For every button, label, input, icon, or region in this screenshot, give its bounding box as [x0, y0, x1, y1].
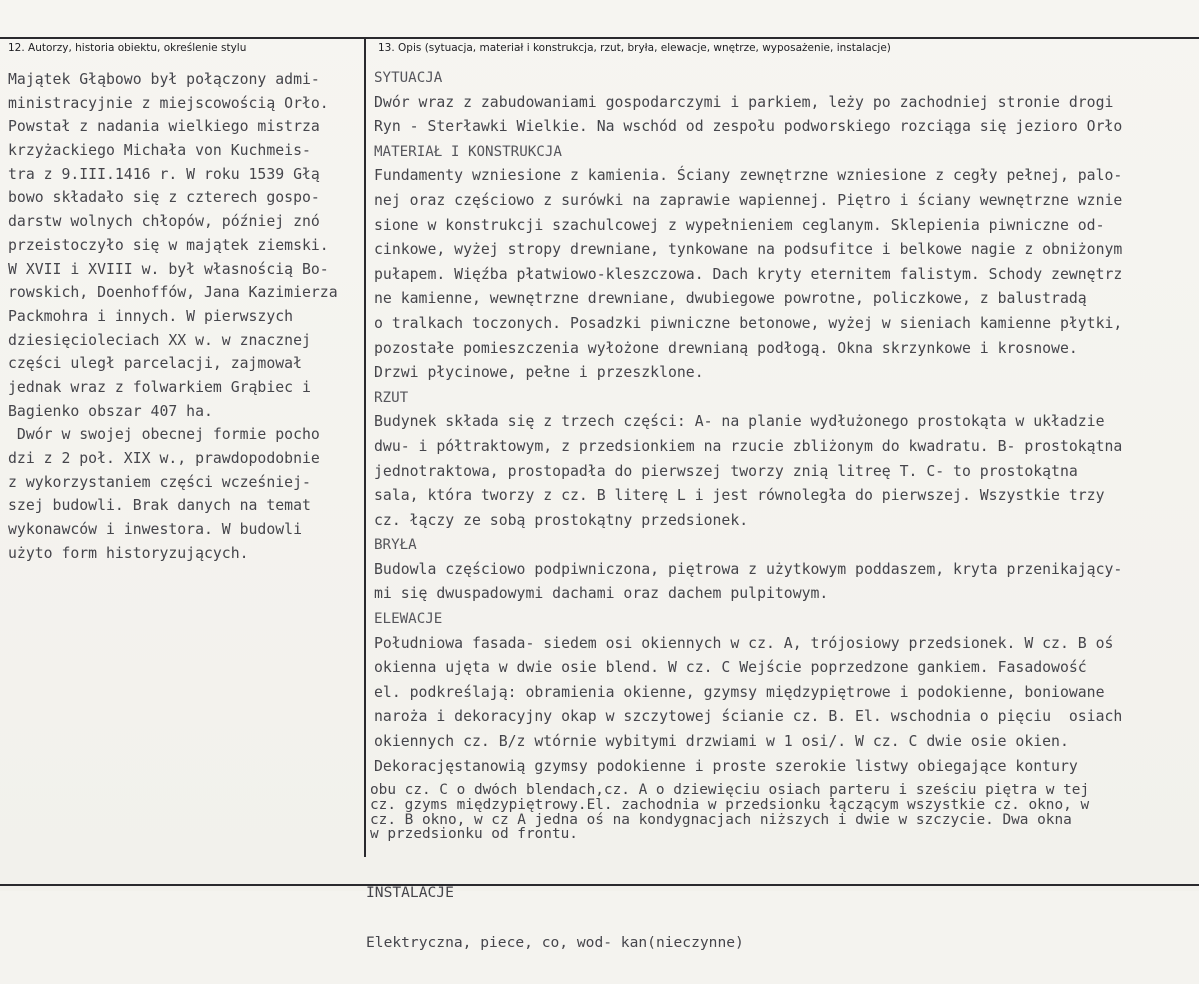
- description-heading: ELEWACJE: [374, 611, 443, 628]
- description-line: naroża i dekoracyjny okap w szczytowej ścianie cz. B. El. wschodnia o pięciu osiach: [374, 708, 1123, 726]
- history-line: jednak wraz z folwarkiem Grąbiec i: [8, 378, 311, 396]
- description-heading: RZUT: [374, 389, 409, 406]
- continuation-line: cz. gzyms międzypiętrowy.El. zachodnia w przedsionku łączącym wszystkie cz. okno, w: [370, 796, 1090, 813]
- description-line: o tralkach toczonych. Posadzki piwniczne betonowe, wyżej w sieniach kamienne płytki,: [374, 314, 1123, 332]
- history-line: szej budowli. Brak danych na temat: [8, 497, 311, 515]
- description-line: el. podkreślają: obramienia okienne, gzymsy międzypiętrowe i podokienne, boniowane: [374, 683, 1105, 701]
- history-line: dziesięcioleciach XX w. w znacznej: [8, 331, 311, 349]
- description-line: cz. łączy ze sobą prostokątny przedsionek.: [374, 511, 749, 529]
- description-line: Fundamenty wzniesione z kamienia. Ściany zewnętrzne wzniesione z cegły pełnej, palo-: [374, 167, 1123, 185]
- header-rule: [0, 37, 1199, 39]
- description-line: okiennych cz. B/z wtórnie wybitymi drzwiami w 1 osi/. W cz. C dwie osie okien.: [374, 733, 1069, 751]
- description-line: pułapem. Więźba płatwiowo-kleszczowa. Dach kryty eternitem falistym. Schody zewnętrz: [374, 265, 1123, 283]
- history-section-title: 12. Autorzy, historia obiektu, określenie stylu: [8, 42, 247, 54]
- history-line: ministracyjnie z miejscowością Orło.: [8, 94, 329, 112]
- column-divider: [364, 37, 366, 857]
- history-line: bowo składało się z czterech gospo-: [8, 189, 320, 207]
- description-line: ne kamienne, wewnętrzne drewniane, dwubiegowe powrotne, policzkowe, z balustradą: [374, 290, 1087, 308]
- description-line: Drzwi płycinowe, pełne i przeszklone.: [374, 364, 704, 382]
- history-line: Powstał z nadania wielkiego mistrza: [8, 118, 320, 136]
- history-text-block: [8, 68, 364, 565]
- history-line: krzyżackiego Michała von Kuchmeis-: [8, 142, 311, 160]
- description-line: sione w konstrukcji szachulcowej z wypełnieniem ceglanym. Sklepienia piwniczne od-: [374, 216, 1105, 234]
- installations-heading: INSTALACJE: [366, 884, 454, 901]
- description-line: jednotraktowa, prostopadła do pierwszej tworzy znią litreę T. C- to prostokątna: [374, 462, 1078, 480]
- description-line: Południowa fasada- siedem osi okiennych w cz. A, trójosiowy przedsionek. W cz. B oś: [374, 634, 1114, 652]
- elevation-continuation-block: [370, 783, 1199, 842]
- history-line: Bagienko obszar 407 ha.: [8, 402, 213, 420]
- description-line: okienna ujęta w dwie osie blend. W cz. C Wejście poprzedzone gankiem. Fasadowość: [374, 659, 1087, 677]
- history-line: W XVII i XVIII w. był własnością Bo-: [8, 260, 329, 278]
- description-text-block: [374, 66, 1199, 779]
- description-line: dwu- i półtraktowym, z przedsionkiem na rzucie zbliżonym do kwadratu. B- prostokątna: [374, 437, 1123, 455]
- history-line: tra z 9.III.1416 r. W roku 1539 Głą: [8, 165, 320, 183]
- description-line: Dwór wraz z zabudowaniami gospodarczymi i parkiem, leży po zachodniej stronie drogi: [374, 93, 1114, 111]
- history-line: darstw wolnych chłopów, później znó: [8, 213, 320, 231]
- description-line: sala, która tworzy z cz. B literę L i jest równoległa do pierwszej. Wszystkie trzy: [374, 487, 1105, 505]
- description-line: Ryn - Sterławki Wielkie. Na wschód od zespołu podworskiego rozciąga się jezioro Orło: [374, 118, 1123, 136]
- continuation-line: obu cz. C o dwóch blendach,cz. A o dziewięciu osiach parteru i sześciu piętra w tej: [370, 783, 1090, 798]
- description-line: cinkowe, wyżej stropy drewniane, tynkowane na podsufitce i belkowe nagie z obniżonym: [374, 241, 1123, 259]
- history-line: Packmohra i innych. W pierwszych: [8, 307, 294, 325]
- history-line: wykonawców i inwestora. W budowli: [8, 521, 302, 539]
- description-line: Budowla częściowo podpiwniczona, piętrowa z użytkowym poddaszem, kryta przenikający-: [374, 560, 1123, 578]
- history-line: Majątek Głąbowo był połączony admi-: [8, 71, 320, 88]
- history-line: części uległ parcelacji, zajmował: [8, 355, 302, 373]
- history-line: przeistoczyło się w majątek ziemski.: [8, 236, 329, 254]
- description-line: pozostałe pomieszczenia wyłożone drewnianą podłogą. Okna skrzynkowe i krosnowe.: [374, 339, 1078, 357]
- installations-block: [366, 852, 1199, 984]
- description-line: Dekoracjęstanowią gzymsy podokienne i proste szerokie listwy obiegające kontury: [374, 757, 1078, 775]
- history-line: użyto form historyzujących.: [8, 544, 249, 562]
- continuation-line: cz. B okno, w cz A jedna oś na kondygnacjach niższych i dwie w szczycie. Dwa okna: [370, 811, 1072, 828]
- history-line: z wykorzystaniem części wcześniej-: [8, 473, 311, 491]
- description-heading: SYTUACJA: [374, 70, 443, 86]
- description-heading: MATERIAŁ I KONSTRUKCJA: [374, 143, 562, 160]
- description-line: mi się dwuspadowymi dachami oraz dachem pulpitowym.: [374, 585, 829, 603]
- installations-text: Elektryczna, piece, co, wod- kan(nieczynne): [366, 933, 744, 951]
- description-line: Budynek składa się z trzech części: A- na planie wydłużonego prostokąta w układzie: [374, 413, 1105, 431]
- description-section-title: 13. Opis (sytuacja, materiał i konstrukcja, rzut, bryła, elewacje, wnętrze, wyposażenie, instalacje): [378, 42, 891, 54]
- continuation-line: w przedsionku od frontu.: [370, 826, 578, 843]
- history-line: Dwór w swojej obecnej formie pocho: [8, 426, 320, 444]
- description-line: nej oraz częściowo z surówki na zaprawie wapiennej. Piętro i ściany wewnętrzne wznie: [374, 191, 1123, 209]
- history-line: rowskich, Doenhoffów, Jana Kazimierza: [8, 284, 338, 302]
- description-heading: BRYŁA: [374, 537, 417, 554]
- history-line: dzi z 2 poł. XIX w., prawdopodobnie: [8, 450, 320, 467]
